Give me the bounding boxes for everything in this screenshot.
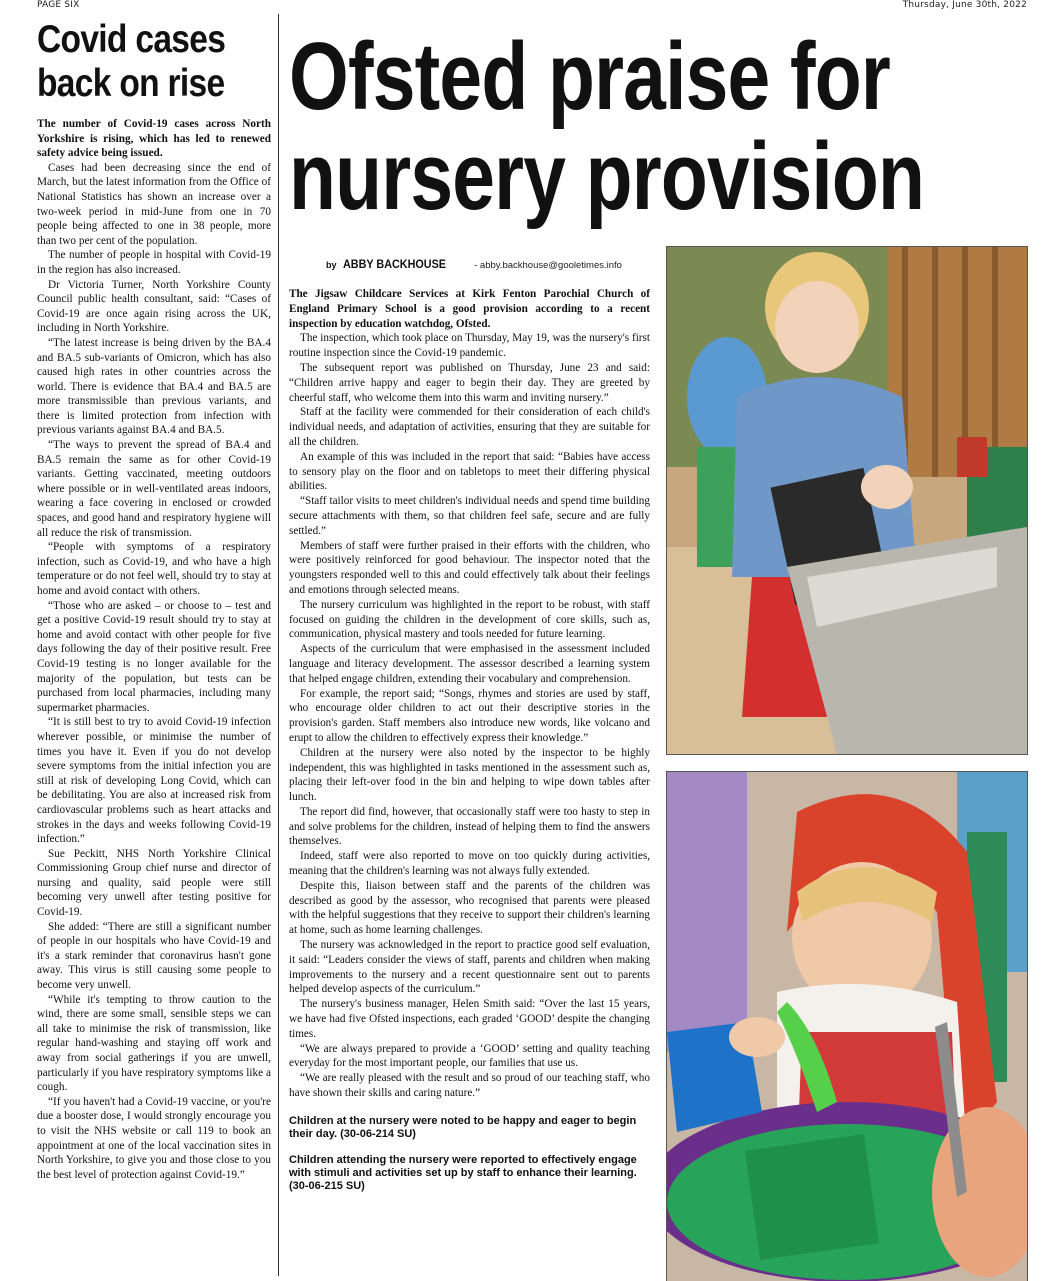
covid-paragraph: “The latest increase is being driven by the BA.4 and BA.5 sub-variants of Omicron, which has also caused high rates in other countries across the world. There is evidence that BA.4 and BA.5 are more transmissible than previous variants, and there is limited protection from infection with previous variants against BA.4 and BA.5. — [37, 336, 271, 437]
nursery-headline — [289, 23, 925, 230]
covid-paragraph: Sue Peckitt, NHS North Yorkshire Clinical Commissioning Group chief nurse and director of nursing and quality, said people were still becoming very unwell after testing positive for Covid-19. — [37, 847, 271, 919]
covid-paragraph: The number of people in hospital with Covid-19 in the region has also increased. — [37, 249, 271, 276]
nursery-paragraph: The nursery's business manager, Helen Smith said: “Over the last 15 years, we have had five Ofsted inspections, each graded ‘GOOD’ despite the changing times. — [289, 998, 650, 1040]
column-divider — [278, 14, 279, 1276]
photo-caption-1: Children at the nursery were noted to be happy and eager to begin their day. (30-06-214 SU) — [289, 1114, 637, 1141]
byline-by: by — [326, 260, 337, 270]
nursery-paragraph: “We are really pleased with the result and so proud of our teaching staff, who have shown their skills and caring nature.” — [289, 1072, 650, 1100]
page-number: PAGE SIX — [37, 0, 80, 10]
photo-child-watering-can-image — [667, 247, 1027, 754]
nursery-paragraph: For example, the report said; “Songs, rhymes and stories are used by staff, who encourage older children to act out their descriptive stories in the provision's garden. Staff members also introduce new words, like volcano and erupt to allow the children to effectively express their knowledge.” — [289, 687, 650, 744]
photo-child-water-tray — [666, 771, 1028, 1281]
nursery-paragraph: “We are always prepared to provide a ‘GOOD’ setting and quality teaching everyday for the most important people, our families that use us. — [289, 1042, 650, 1070]
nursery-paragraph: Children at the nursery were also noted by the inspector to be highly independent, this was highlighted in tasks mentioned in the assessment such as, placing their left-over food in the bin and helping to wipe down tables after lunch. — [289, 746, 650, 804]
photo-caption-2: Children attending the nursery were reported to effectively engage with stimuli and activities set up by staff to enhance their learning. (30-06-215 SU) — [289, 1153, 637, 1193]
photo-child-water-tray-image — [667, 772, 1027, 1281]
nursery-story-lead: The Jigsaw Childcare Services at Kirk Fenton Parochial Church of England Primary School is a good provision according to a recent inspection by education watchdog, Ofsted. — [289, 288, 650, 330]
covid-paragraph: “It is still best to try to avoid Covid-19 infection wherever possible, or minimise the number of times you have it. Even if you do not develop severe symptoms from the initial infection you are still at risk of developing Long Covid, which can be debilitating. You are also at increased risk from cardiovascular problems such as heart attacks and strokes in the days and weeks following Covid-19 infection.” — [37, 716, 271, 846]
page-folio-bar — [0, 0, 1064, 14]
covid-paragraph: Dr Victoria Turner, North Yorkshire County Council public health consultant, said: “Cases of Covid-19 are once again rising across the UK, including in North Yorkshire. — [37, 278, 271, 335]
nursery-paragraph: The nursery was acknowledged in the report to practice good self evaluation, it said: “Leaders consider the views of staff, parents and children when making improvements to the nursery and a recent questionnaire sent out to parents helped develop aspects of the curriculum.” — [289, 939, 650, 996]
nursery-headline-line-2: nursery provision — [289, 123, 925, 230]
photo-captions — [289, 1115, 650, 1194]
covid-paragraph: She added: “There are still a significant number of people in our hospitals who have Covid-19 and it's a stark reminder that coronavirus hasn't gone away. This virus is still causing some people to become very unwell. — [37, 920, 271, 992]
covid-headline-line-2: back on rise — [37, 62, 225, 105]
covid-paragraph: “People with symptoms of a respiratory infection, such as Covid-19, and who have a high temperature or do not feel well, should try to stay at home and avoid contact with others. — [37, 541, 271, 597]
covid-paragraph: Cases had been decreasing since the end of March, but the latest information from the Office of National Statistics has shown an increase over a two-week period in mid-June from one in 70 people being affected to one in 38 people, more than two per cent of the population. — [37, 161, 271, 247]
nursery-story — [289, 287, 650, 1206]
nursery-paragraph: “Staff tailor visits to meet children's individual needs and spend time building secure attachments with them, so that children feel safe, secure and are fully settled.” — [289, 495, 650, 537]
covid-story — [37, 18, 271, 1182]
covid-headline — [37, 18, 238, 106]
nursery-paragraph: The subsequent report was published on Thursday, June 23 and said: “Children arrive happy and eager to begin their day. They are greeted by cheerful staff, who welcome them into this warm and inviting nursery.” — [289, 361, 650, 404]
nursery-paragraph: Aspects of the curriculum that were emphasised in the assessment included language and literacy development. The assessor described a learning system that helped engage children, extending their vocabulary and comprehension. — [289, 643, 650, 685]
covid-paragraph: “While it's tempting to throw caution to the wind, there are some small, sensible steps we can all take to minimise the risk of transmission, like regular hand-washing and staying off work and away from social gatherings if you are unwell, particularly if you have respiratory symptoms like a cough. — [37, 993, 271, 1094]
byline — [326, 257, 622, 271]
covid-paragraph: “Those who are asked – or choose to – test and get a positive Covid-19 result should try to stay at home and avoid contact with other people for five days following the day of their positive result. Free Covid-19 testing is no longer available for the majority of the population, but tests can be purchased from local pharmacies, including many supermarket pharmacies. — [37, 599, 271, 714]
nursery-story-body — [289, 287, 650, 1101]
byline-author: ABBY BACKHOUSE — [342, 257, 446, 271]
nursery-paragraph: The nursery curriculum was highlighted in the report to be robust, with staff focused on guiding the children in the development of core skills, such as, communication, physical mastery and tools needed for future learning. — [289, 598, 650, 641]
covid-paragraph: “If you haven't had a Covid-19 vaccine, or you're due a booster dose, I would strongly encourage you to visit the NHS website or call 119 to book an appointment at one of the local vaccination sites in North Yorkshire, to give you and those close to you the best level of protection against Covid-19.” — [37, 1095, 271, 1181]
covid-story-body — [37, 117, 271, 1182]
nursery-paragraph: Indeed, staff were also reported to move on too quickly during activities, meaning that the children's learning was not always fully extended. — [289, 850, 650, 878]
nursery-paragraph: The inspection, which took place on Thursday, May 19, was the nursery's first routine inspection since the Covid-19 pandemic. — [289, 332, 650, 360]
nursery-paragraph: An example of this was included in the report that said: “Babies have access to sensory play on the floor and on tabletops to meet their differing physical abilities. — [289, 450, 650, 493]
covid-paragraph: “The ways to prevent the spread of BA.4 and BA.5 remain the same as for other Covid-19 variants. Getting vaccinated, meeting outdoors where possible or in well-ventilated areas indoors, wearing a face covering in enclosed or crowded spaces, and good hand and respiratory hygiene will all reduce the risk of transmission. — [37, 439, 271, 539]
nursery-headline-line-1: Ofsted praise for — [289, 23, 890, 130]
nursery-paragraph: Despite this, liaison between staff and the parents of the children was described as good by the assessor, who recognised that parents were pleased with the helpful suggestions that they receive to support their children's learning at home, such as home learning challenges. — [289, 879, 650, 937]
issue-date: Thursday, June 30th, 2022 — [902, 0, 1027, 10]
nursery-paragraph: The report did find, however, that occasionally staff were too hasty to step in and solve problems for the children, instead of helping them to find the answers themselves. — [289, 805, 650, 848]
nursery-paragraph: Members of staff were further praised in their efforts with the children, who were positively reinforced for good behaviour. The inspector noted that the youngsters responded well to this and could effectively talk about their feelings and emotions through selected means. — [289, 539, 650, 596]
covid-story-lead: The number of Covid-19 cases across North Yorkshire is rising, which has led to renewed safety advice being issued. — [37, 118, 271, 160]
covid-headline-line-1: Covid cases — [37, 18, 226, 61]
photo-child-watering-can — [666, 246, 1028, 755]
byline-email: - abby.backhouse@gooletimes.info — [474, 260, 622, 271]
nursery-paragraph: Staff at the facility were commended for their consideration of each child's individual needs, and adaptation of activities, ensuring that they are suitable for all the children. — [289, 406, 650, 448]
